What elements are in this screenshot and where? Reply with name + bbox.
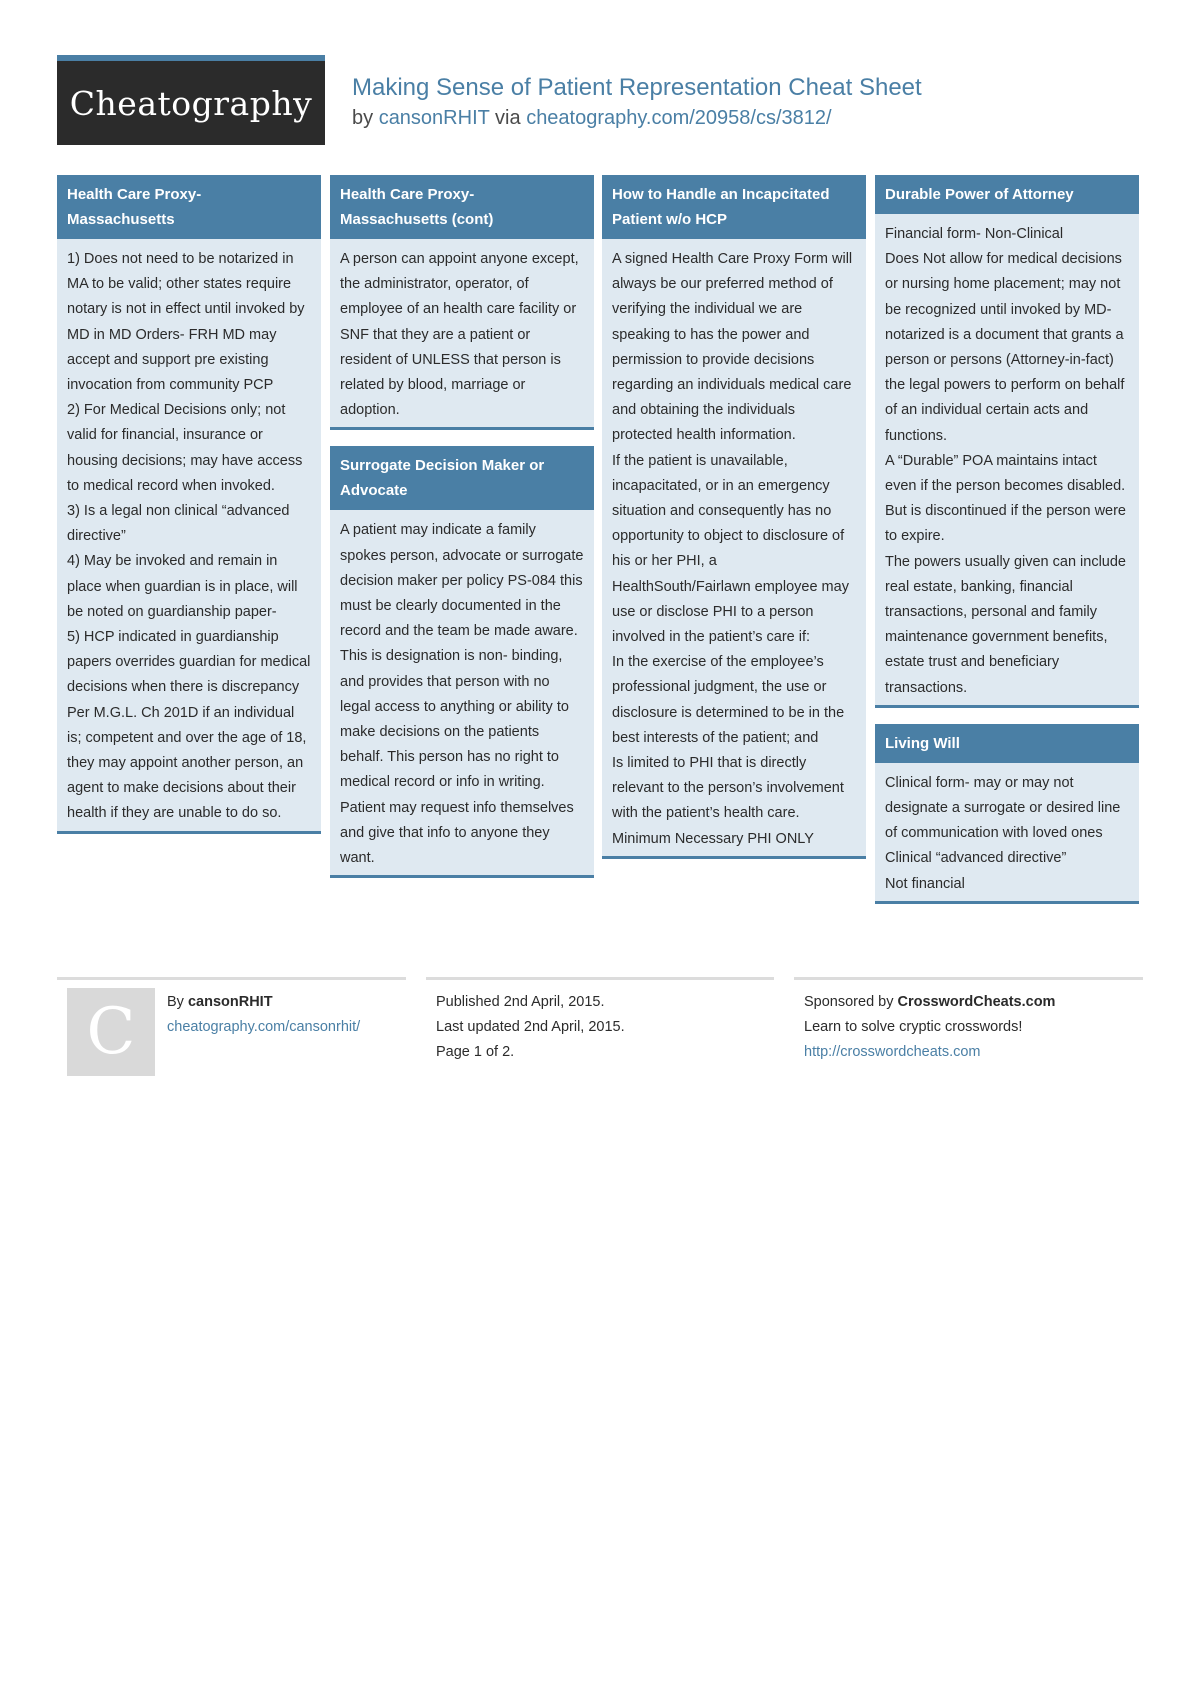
text-line: Per M.G.L. Ch 201D if an individual is; competent and over the age of 18, they may appoint another person, an agent to make decisions about their health if they are unable to do so. [67,704,307,822]
footer-author-line [167,990,360,1015]
section-title: Health Care Proxy- Massachusetts (cont) [330,175,594,239]
logo-text: Cheatography [69,83,313,123]
sponsor-tagline: Learn to solve cryptic crosswords! [804,1019,1023,1035]
column-2 [330,175,594,894]
text-line: Minimum Necessary PHI ONLY [612,830,814,847]
byline-via: via [495,107,521,129]
section-title: Durable Power of Attorney [875,175,1139,214]
footer-divider [57,977,406,980]
text-line: A signed Health Care Proxy Form will always be our preferred method of verifying the individual we are speaking to has the power and permission to provide decisions regarding an individuals medical care and obtaining the individuals protected health information. [612,251,853,444]
sponsor-label: Sponsored by [804,994,894,1010]
section-body [330,510,594,875]
column-1 [57,175,321,850]
section-surrogate-decision-maker [330,446,594,878]
text-line: In the exercise of the employee’s professional judgment, the use or disclosure is determined to be in the best interests of the patient; and [612,654,845,746]
byline-by: by [352,107,374,129]
section-incapacitated-patient [602,175,866,859]
section-health-care-proxy-cont [330,175,594,430]
text-line: If the patient is unavailable, incapacitated, or in an emergency situation and consequently has no opportunity to object to disclosure of his or her PHI, a HealthSouth/Fairlawn employee may use or disclose PHI to a person involved in the patient’s care if: [612,452,849,646]
text-line: 2) For Medical Decisions only; not valid for financial, insurance or housing decisions; may have access to medical record when invoked. [67,402,303,494]
author-link[interactable]: cansonRHIT [378,107,490,129]
text-line: Does Not allow for medical decisions or nursing home placement; may not be recognized until invoked by MD- notarized is a document that grants a person or persons (Attorney-in-fact) the legal powers to perform on behalf of an individual certain acts and functions. [885,251,1125,444]
sponsor-line [804,990,1055,1015]
column-4 [875,175,1139,920]
section-body [875,763,1139,901]
text-line: Clinical form- may or may not designate a surrogate or desired line of communication with loved ones [885,774,1121,842]
cheatsheet-url-link[interactable]: cheatography.com/20958/cs/3812/ [526,107,832,129]
text-line: A patient may indicate a family spokes person, advocate or surrogate decision maker per policy PS-084 this must be clearly documented in the record and the team be made aware. This is designation is non- binding, and provides that person with no legal access to anything or ability to make decisions on the patients behalf. This person has no right to medical record or info in writing. Patient may request info themselves and give that info to anyone they want. [340,522,584,867]
text-line: Financial form- Non-Clinical [885,226,1064,242]
author-avatar[interactable] [67,988,155,1076]
text-line: Clinical “advanced directive” [885,850,1067,867]
sponsor-link[interactable]: http://crosswordcheats.com [804,1044,981,1060]
section-living-will [875,724,1139,904]
text-line: A “Durable” POA maintains intact even if the person becomes disabled. But is discontinued if the person were to expire. [885,452,1126,545]
page-title: Making Sense of Patient Representation Cheat Sheet [352,74,922,101]
text-line: The powers usually given can include real estate, banking, financial transactions, personal and family maintenance government benefits, estate trust and beneficiary transactions. [885,553,1126,696]
text-line: 1) Does not need to be notarized in MA to be valid; other states require notary is not in effect until invoked by MD in MD Orders- FRH MD may accept and support pre existing invocation from community PCP [67,251,305,394]
column-3 [602,175,866,875]
text-line: 5) HCP indicated in guardianship papers overrides guardian for medical decisions when there is discrepancy [67,629,311,696]
section-title: Surrogate Decision Maker or Advocate [330,446,594,510]
footer-divider [794,977,1143,980]
section-body [57,239,321,831]
text-line: Not financial [885,875,965,892]
avatar-letter: C [86,995,136,1069]
section-body [875,214,1139,705]
section-durable-power-of-attorney [875,175,1139,708]
section-title: Living Will [875,724,1139,763]
section-body [330,239,594,427]
text-line: 4) May be invoked and remain in place when guardian is in place, will be noted on guardianship paper- [67,553,298,620]
text-line: Is limited to PHI that is directly relevant to the person’s involvement with the patient’s health care. [612,755,844,822]
cheatography-logo[interactable] [57,55,325,145]
footer-sponsor-block [804,990,1055,1065]
updated-date: Last updated 2nd April, 2015. [436,1019,625,1035]
section-title: Health Care Proxy- Massachusetts [57,175,321,239]
section-body [602,239,866,856]
footer-divider [426,977,774,980]
section-title: How to Handle an Incapcitated Patient w/o HCP [602,175,866,239]
footer-author-block [167,990,360,1040]
footer-author-link[interactable]: cheatography.com/cansonrhit/ [167,1019,361,1035]
footer-author-name[interactable]: cansonRHIT [187,994,273,1010]
byline [352,107,832,130]
section-health-care-proxy [57,175,321,834]
footer-publish-block [436,990,625,1065]
sponsor-name[interactable]: CrosswordCheats.com [897,994,1056,1010]
text-line: 3) Is a legal non clinical “advanced directive” [67,503,290,545]
page-number: Page 1 of 2. [436,1044,515,1060]
text-line: A person can appoint anyone except, the administrator, operator, of employee of an health care facility or SNF that they are a patient or resident of UNLESS that person is related by blood, marriage or adoption. [340,251,579,419]
footer-by-label: By [167,994,184,1010]
published-date: Published 2nd April, 2015. [436,994,605,1010]
